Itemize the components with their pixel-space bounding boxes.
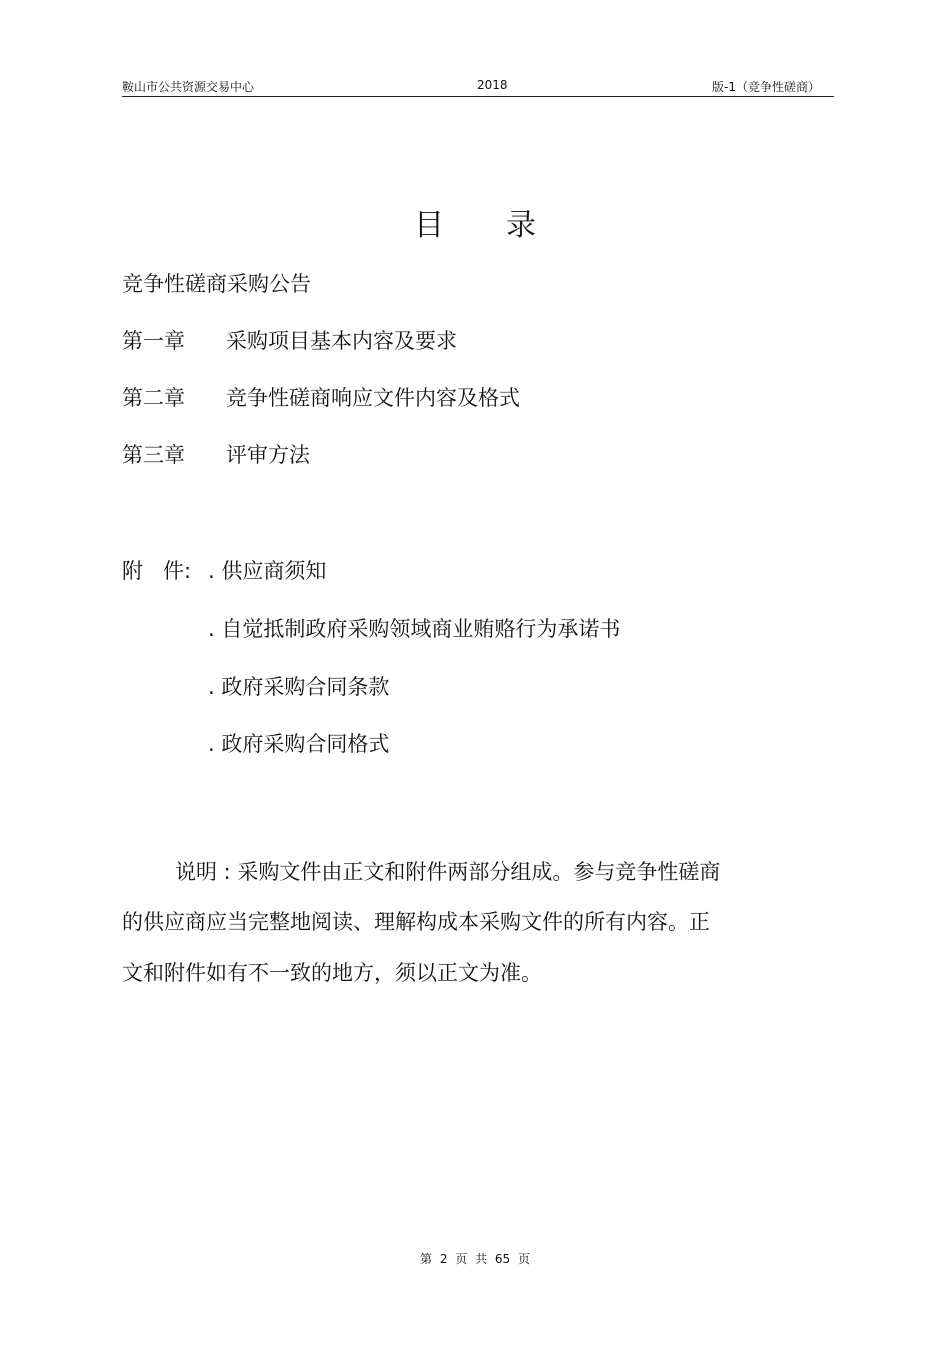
chapter-number: 第二章 (122, 386, 185, 410)
note-line-2: 的供应商应当完整地阅读、理解构成本采购文件的所有内容。正 (122, 910, 710, 934)
header-organization: 鞍山市公共资源交易中心 (122, 80, 255, 94)
page-title (0, 200, 950, 244)
chapter-title: 评审方法 (226, 443, 310, 467)
header-year: 2018 (477, 78, 508, 92)
toc-chapter-2 (122, 382, 520, 412)
chapter-number: 第一章 (122, 329, 185, 353)
toc-chapter-1 (122, 325, 457, 355)
toc-intro: 竞争性磋商采购公告 (122, 272, 311, 296)
note-line-1: 说明 : 采购文件由正文和附件两部分组成。参与竞争性磋商 (175, 860, 721, 884)
page-header (122, 76, 834, 97)
page-footer: 第 2 页 共 65 页 (420, 1252, 530, 1266)
attachment-item: . 政府采购合同条款 (208, 675, 390, 699)
header-version: 版-1（竞争性磋商） (712, 80, 820, 94)
title-char-1: 目 (414, 208, 444, 243)
attachment-item: . 供应商须知 (208, 559, 327, 583)
toc-chapter-3 (122, 439, 310, 469)
chapter-title: 竞争性磋商响应文件内容及格式 (226, 386, 520, 410)
attachment-item: . 自觉抵制政府采购领域商业贿赂行为承诺书 (208, 617, 621, 641)
chapter-number: 第三章 (122, 443, 185, 467)
title-char-2: 录 (506, 208, 536, 243)
chapter-title: 采购项目基本内容及要求 (226, 329, 457, 353)
attachments-label: 附 件: (122, 559, 192, 583)
note-line-3: 文和附件如有不一致的地方，须以正文为准。 (122, 961, 542, 985)
attachment-item: . 政府采购合同格式 (208, 732, 390, 756)
